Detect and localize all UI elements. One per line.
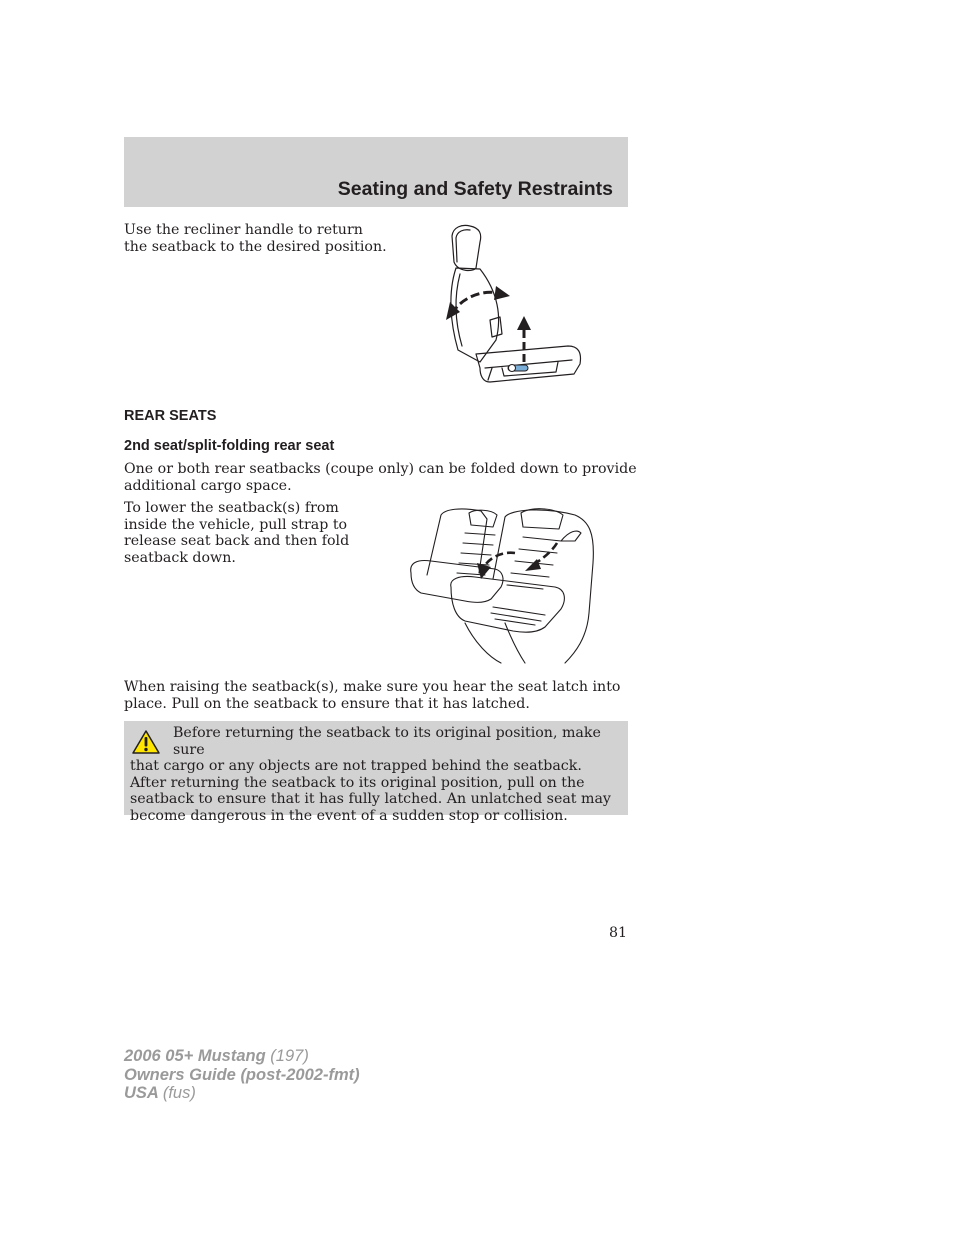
footer-market-code: (fus) xyxy=(162,1084,196,1102)
rear-seats-paragraph-2 xyxy=(124,500,349,566)
recliner-paragraph xyxy=(124,222,387,255)
warning-line-2: that cargo or any objects are not trapped behind the seatback. xyxy=(130,758,582,774)
recliner-text-line-2: the seatback to the desired position. xyxy=(124,238,387,255)
rear-seats-heading: REAR SEATS xyxy=(124,408,217,424)
footer-model: 2006 05+ Mustang xyxy=(124,1047,266,1065)
rear-seat-fold-illustration xyxy=(405,503,605,665)
warning-line-1: Before returning the seatback to its original position, make sure xyxy=(173,725,601,758)
rear-seats-paragraph-3 xyxy=(124,679,620,712)
footer-guide-title: Owners Guide (post-2002-fmt) xyxy=(124,1065,360,1084)
rear-seats-paragraph-1 xyxy=(124,461,637,494)
rear-seats-subheading: 2nd seat/split-folding rear seat xyxy=(124,438,335,454)
footer-market: USA xyxy=(124,1084,159,1102)
rear-seats-paragraph-2-line-1: To lower the seatback(s) from xyxy=(124,500,339,516)
rear-seats-paragraph-2-line-2: inside the vehicle, pull strap to xyxy=(124,516,348,533)
warning-line-4: seatback to ensure that it has fully latched. An unlatched seat may xyxy=(130,791,611,807)
front-seat-recliner-illustration xyxy=(440,222,590,387)
section-title: Seating and Safety Restraints xyxy=(337,178,613,200)
warning-line-5: become dangerous in the event of a sudden stop or collision. xyxy=(130,807,568,824)
rear-seats-paragraph-2-line-4: seatback down. xyxy=(124,549,236,566)
recliner-text-line-1: Use the recliner handle to return xyxy=(124,222,363,238)
document-footer xyxy=(124,1047,360,1103)
rear-seats-paragraph-1-line-2: additional cargo space. xyxy=(124,477,292,494)
rear-seats-paragraph-3-line-2: place. Pull on the seatback to ensure that it has latched. xyxy=(124,695,530,712)
warning-line-3: After returning the seatback to its original position, pull on the xyxy=(130,774,585,791)
rear-seats-paragraph-1-line-1: One or both rear seatbacks (coupe only) can be folded down to provide xyxy=(124,461,637,477)
rear-seats-paragraph-3-line-1: When raising the seatback(s), make sure you hear the seat latch into xyxy=(124,679,621,695)
footer-model-code: (197) xyxy=(270,1047,309,1065)
warning-text xyxy=(130,725,616,824)
page-number: 81 xyxy=(608,925,627,941)
section-header-band xyxy=(124,137,628,207)
rear-seats-paragraph-2-line-3: release seat back and then fold xyxy=(124,533,350,549)
warning-box xyxy=(124,721,628,824)
